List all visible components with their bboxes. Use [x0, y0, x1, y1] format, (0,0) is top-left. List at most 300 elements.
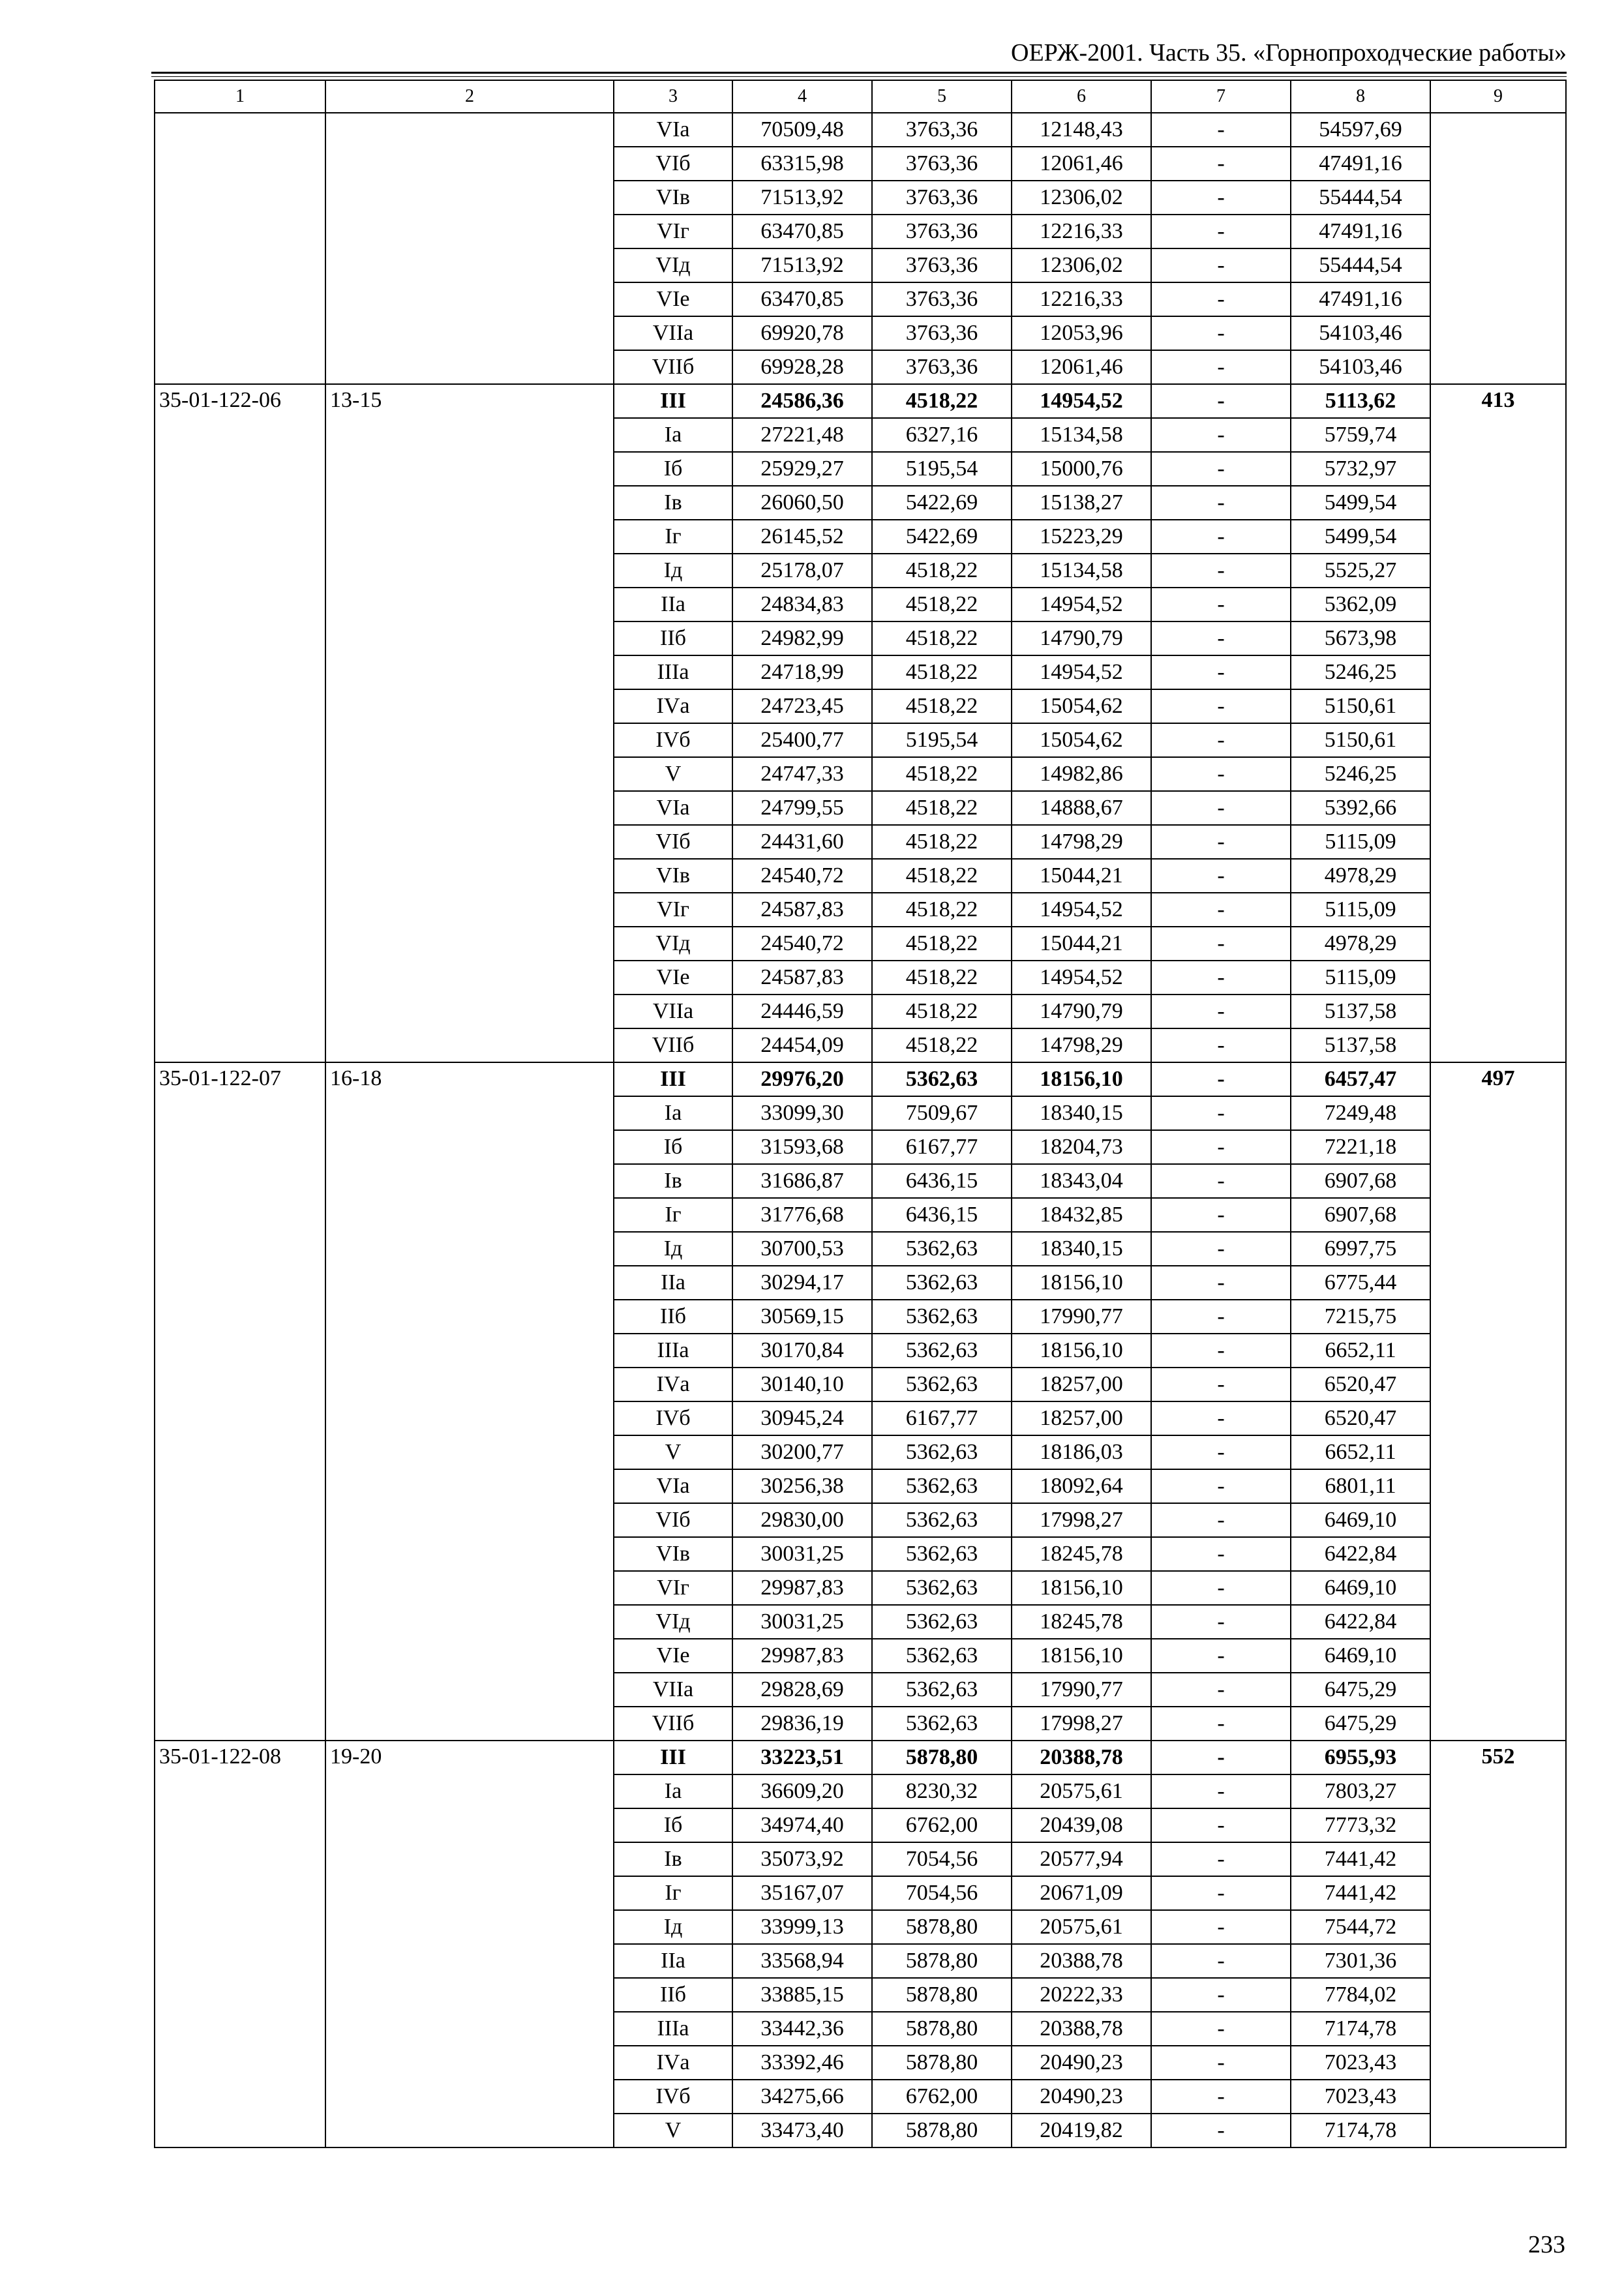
machines-cell: 20490,23: [1012, 2046, 1151, 2080]
wages-cell: 6327,16: [872, 418, 1012, 452]
zone-cell: VIг: [614, 1571, 732, 1605]
table-row: [155, 113, 1566, 147]
zone-cell: IIа: [614, 1944, 732, 1978]
driver-wages-cell: -: [1151, 927, 1291, 961]
driver-wages-cell: -: [1151, 1639, 1291, 1673]
driver-wages-cell: -: [1151, 1198, 1291, 1232]
total-cell: 29836,19: [732, 1707, 872, 1741]
machines-cell: 17990,77: [1012, 1673, 1151, 1707]
machines-cell: 15134,58: [1012, 554, 1151, 588]
range-cell: 13-15: [325, 384, 614, 1062]
materials-cell: 6422,84: [1291, 1605, 1430, 1639]
wages-cell: 5362,63: [872, 1605, 1012, 1639]
total-cell: 63470,85: [732, 282, 872, 316]
total-cell: 33885,15: [732, 1978, 872, 2012]
materials-cell: 6469,10: [1291, 1571, 1430, 1605]
total-cell: 24982,99: [732, 621, 872, 655]
driver-wages-cell: -: [1151, 1368, 1291, 1401]
driver-wages-cell: -: [1151, 1232, 1291, 1266]
driver-wages-cell: -: [1151, 1910, 1291, 1944]
column-number: 7: [1151, 80, 1291, 113]
zone-cell: VIв: [614, 859, 732, 893]
wages-cell: 7054,56: [872, 1842, 1012, 1876]
driver-wages-cell: -: [1151, 1130, 1291, 1164]
total-cell: 24540,72: [732, 859, 872, 893]
wages-cell: 5362,63: [872, 1232, 1012, 1266]
zone-cell: Iв: [614, 1842, 732, 1876]
materials-cell: 7441,42: [1291, 1842, 1430, 1876]
header-rule-thin: [151, 76, 1567, 77]
column-number: 9: [1430, 80, 1566, 113]
materials-cell: 5113,62: [1291, 384, 1430, 418]
zone-cell: VIа: [614, 791, 732, 825]
driver-wages-cell: -: [1151, 1944, 1291, 1978]
wages-cell: 5422,69: [872, 486, 1012, 520]
zone-cell: VIб: [614, 825, 732, 859]
total-cell: 30200,77: [732, 1435, 872, 1469]
machines-cell: 14954,52: [1012, 655, 1151, 689]
zone-cell: VIIб: [614, 350, 732, 384]
total-cell: 71513,92: [732, 248, 872, 282]
total-cell: 30170,84: [732, 1334, 872, 1368]
total-cell: 30294,17: [732, 1266, 872, 1300]
labor-cell: 497: [1430, 1062, 1566, 1741]
machines-cell: 18245,78: [1012, 1605, 1151, 1639]
zone-cell: Iв: [614, 1164, 732, 1198]
total-cell: 29828,69: [732, 1673, 872, 1707]
zone-cell: VIв: [614, 181, 732, 215]
machines-cell: 12053,96: [1012, 316, 1151, 350]
range-cell: 16-18: [325, 1062, 614, 1741]
code-cell: 35-01-122-07: [155, 1062, 325, 1741]
code-cell: [155, 113, 325, 384]
materials-cell: 47491,16: [1291, 282, 1430, 316]
total-cell: 29976,20: [732, 1062, 872, 1096]
column-number: 8: [1291, 80, 1430, 113]
driver-wages-cell: -: [1151, 1673, 1291, 1707]
total-cell: 30945,24: [732, 1401, 872, 1435]
machines-cell: 20575,61: [1012, 1774, 1151, 1808]
driver-wages-cell: -: [1151, 1062, 1291, 1096]
driver-wages-cell: -: [1151, 1741, 1291, 1774]
zone-cell: V: [614, 2114, 732, 2147]
wages-cell: 4518,22: [872, 791, 1012, 825]
wages-cell: 5878,80: [872, 2114, 1012, 2147]
materials-cell: 5362,09: [1291, 588, 1430, 621]
driver-wages-cell: -: [1151, 859, 1291, 893]
total-cell: 24834,83: [732, 588, 872, 621]
wages-cell: 5362,63: [872, 1062, 1012, 1096]
driver-wages-cell: -: [1151, 689, 1291, 723]
machines-cell: 14798,29: [1012, 1028, 1151, 1062]
materials-cell: 5499,54: [1291, 486, 1430, 520]
total-cell: 24540,72: [732, 927, 872, 961]
zone-cell: Iд: [614, 1910, 732, 1944]
materials-cell: 6469,10: [1291, 1503, 1430, 1537]
machines-cell: 18340,15: [1012, 1232, 1151, 1266]
total-cell: 71513,92: [732, 181, 872, 215]
materials-cell: 54103,46: [1291, 316, 1430, 350]
wages-cell: 6167,77: [872, 1130, 1012, 1164]
zone-cell: VIIа: [614, 1673, 732, 1707]
range-cell: [325, 113, 614, 384]
column-number: 2: [325, 80, 614, 113]
machines-cell: 15138,27: [1012, 486, 1151, 520]
driver-wages-cell: -: [1151, 554, 1291, 588]
zone-cell: IIб: [614, 1978, 732, 2012]
driver-wages-cell: -: [1151, 1876, 1291, 1910]
total-cell: 24431,60: [732, 825, 872, 859]
zone-cell: Iа: [614, 1774, 732, 1808]
machines-cell: 15054,62: [1012, 689, 1151, 723]
machines-cell: 18156,10: [1012, 1062, 1151, 1096]
materials-cell: 5137,58: [1291, 995, 1430, 1028]
wages-cell: 3763,36: [872, 248, 1012, 282]
total-cell: 29830,00: [732, 1503, 872, 1537]
wages-cell: 5878,80: [872, 1944, 1012, 1978]
zone-cell: Iб: [614, 1808, 732, 1842]
zone-cell: VIе: [614, 1639, 732, 1673]
zone-cell: Iг: [614, 1876, 732, 1910]
machines-cell: 18432,85: [1012, 1198, 1151, 1232]
machines-cell: 18156,10: [1012, 1334, 1151, 1368]
driver-wages-cell: -: [1151, 1469, 1291, 1503]
materials-cell: 6997,75: [1291, 1232, 1430, 1266]
driver-wages-cell: -: [1151, 1401, 1291, 1435]
total-cell: 25178,07: [732, 554, 872, 588]
wages-cell: 3763,36: [872, 350, 1012, 384]
materials-cell: 7441,42: [1291, 1876, 1430, 1910]
total-cell: 33473,40: [732, 2114, 872, 2147]
materials-cell: 6422,84: [1291, 1537, 1430, 1571]
machines-cell: 14982,86: [1012, 757, 1151, 791]
machines-cell: 15000,76: [1012, 452, 1151, 486]
zone-cell: III: [614, 1741, 732, 1774]
wages-cell: 7509,67: [872, 1096, 1012, 1130]
materials-cell: 4978,29: [1291, 859, 1430, 893]
materials-cell: 5759,74: [1291, 418, 1430, 452]
column-number: 5: [872, 80, 1012, 113]
zone-cell: Iб: [614, 452, 732, 486]
total-cell: 33442,36: [732, 2012, 872, 2046]
driver-wages-cell: -: [1151, 791, 1291, 825]
total-cell: 24718,99: [732, 655, 872, 689]
total-cell: 29987,83: [732, 1571, 872, 1605]
driver-wages-cell: -: [1151, 1537, 1291, 1571]
driver-wages-cell: -: [1151, 520, 1291, 554]
machines-cell: 15054,62: [1012, 723, 1151, 757]
zone-cell: V: [614, 1435, 732, 1469]
zone-cell: VIIб: [614, 1707, 732, 1741]
wages-cell: 6762,00: [872, 2080, 1012, 2114]
wages-cell: 4518,22: [872, 825, 1012, 859]
wages-cell: 5362,63: [872, 1673, 1012, 1707]
driver-wages-cell: -: [1151, 2080, 1291, 2114]
machines-cell: 14790,79: [1012, 621, 1151, 655]
wages-cell: 5362,63: [872, 1639, 1012, 1673]
total-cell: 69928,28: [732, 350, 872, 384]
zone-cell: IIIа: [614, 2012, 732, 2046]
materials-cell: 7784,02: [1291, 1978, 1430, 2012]
wages-cell: 4518,22: [872, 757, 1012, 791]
driver-wages-cell: -: [1151, 2046, 1291, 2080]
labor-cell: 413: [1430, 384, 1566, 1062]
materials-cell: 5115,09: [1291, 825, 1430, 859]
machines-cell: 14790,79: [1012, 995, 1151, 1028]
materials-cell: 6955,93: [1291, 1741, 1430, 1774]
materials-cell: 5732,97: [1291, 452, 1430, 486]
total-cell: 33099,30: [732, 1096, 872, 1130]
materials-cell: 6907,68: [1291, 1198, 1430, 1232]
zone-cell: Iг: [614, 1198, 732, 1232]
machines-cell: 18092,64: [1012, 1469, 1151, 1503]
driver-wages-cell: -: [1151, 248, 1291, 282]
materials-cell: 5392,66: [1291, 791, 1430, 825]
labor-cell: 552: [1430, 1741, 1566, 2147]
page-number: 233: [1528, 2231, 1565, 2258]
materials-cell: 5150,61: [1291, 723, 1430, 757]
machines-cell: 20419,82: [1012, 2114, 1151, 2147]
machines-cell: 20388,78: [1012, 1944, 1151, 1978]
machines-cell: 14954,52: [1012, 588, 1151, 621]
machines-cell: 15134,58: [1012, 418, 1151, 452]
machines-cell: 18186,03: [1012, 1435, 1151, 1469]
wages-cell: 4518,22: [872, 621, 1012, 655]
machines-cell: 12061,46: [1012, 147, 1151, 181]
materials-cell: 7215,75: [1291, 1300, 1430, 1334]
total-cell: 30569,15: [732, 1300, 872, 1334]
machines-cell: 17990,77: [1012, 1300, 1151, 1334]
total-cell: 63315,98: [732, 147, 872, 181]
driver-wages-cell: -: [1151, 1774, 1291, 1808]
machines-cell: 18257,00: [1012, 1368, 1151, 1401]
machines-cell: 12306,02: [1012, 248, 1151, 282]
materials-cell: 54597,69: [1291, 113, 1430, 147]
total-cell: 63470,85: [732, 215, 872, 248]
wages-cell: 3763,36: [872, 282, 1012, 316]
machines-cell: 17998,27: [1012, 1707, 1151, 1741]
driver-wages-cell: -: [1151, 1028, 1291, 1062]
price-table: [154, 80, 1567, 2148]
range-cell: 19-20: [325, 1741, 614, 2147]
total-cell: 25400,77: [732, 723, 872, 757]
zone-cell: IIб: [614, 621, 732, 655]
wages-cell: 5362,63: [872, 1707, 1012, 1741]
machines-cell: 12306,02: [1012, 181, 1151, 215]
total-cell: 24587,83: [732, 893, 872, 927]
machines-cell: 20575,61: [1012, 1910, 1151, 1944]
wages-cell: 6436,15: [872, 1164, 1012, 1198]
zone-cell: IIIа: [614, 1334, 732, 1368]
wages-cell: 4518,22: [872, 995, 1012, 1028]
materials-cell: 5499,54: [1291, 520, 1430, 554]
zone-cell: IVб: [614, 1401, 732, 1435]
driver-wages-cell: -: [1151, 1266, 1291, 1300]
materials-cell: 6801,11: [1291, 1469, 1430, 1503]
wages-cell: 8230,32: [872, 1774, 1012, 1808]
zone-cell: Iд: [614, 554, 732, 588]
wages-cell: 3763,36: [872, 316, 1012, 350]
machines-cell: 20222,33: [1012, 1978, 1151, 2012]
materials-cell: 5673,98: [1291, 621, 1430, 655]
total-cell: 35167,07: [732, 1876, 872, 1910]
zone-cell: VIа: [614, 113, 732, 147]
labor-cell: [1430, 113, 1566, 384]
zone-cell: Iв: [614, 486, 732, 520]
total-cell: 34974,40: [732, 1808, 872, 1842]
wages-cell: 5362,63: [872, 1300, 1012, 1334]
wages-cell: 5422,69: [872, 520, 1012, 554]
zone-cell: VIг: [614, 215, 732, 248]
machines-cell: 20671,09: [1012, 1876, 1151, 1910]
machines-cell: 18204,73: [1012, 1130, 1151, 1164]
zone-cell: VIд: [614, 248, 732, 282]
driver-wages-cell: -: [1151, 723, 1291, 757]
machines-cell: 14798,29: [1012, 825, 1151, 859]
column-number-row: [155, 80, 1566, 113]
driver-wages-cell: -: [1151, 825, 1291, 859]
total-cell: 33223,51: [732, 1741, 872, 1774]
wages-cell: 5362,63: [872, 1435, 1012, 1469]
total-cell: 24587,83: [732, 961, 872, 995]
machines-cell: 18156,10: [1012, 1571, 1151, 1605]
machines-cell: 14954,52: [1012, 893, 1151, 927]
materials-cell: 7023,43: [1291, 2046, 1430, 2080]
materials-cell: 55444,54: [1291, 181, 1430, 215]
total-cell: 24723,45: [732, 689, 872, 723]
driver-wages-cell: -: [1151, 961, 1291, 995]
total-cell: 30256,38: [732, 1469, 872, 1503]
driver-wages-cell: -: [1151, 1605, 1291, 1639]
total-cell: 33568,94: [732, 1944, 872, 1978]
wages-cell: 3763,36: [872, 113, 1012, 147]
driver-wages-cell: -: [1151, 215, 1291, 248]
wages-cell: 5878,80: [872, 1910, 1012, 1944]
zone-cell: Iа: [614, 418, 732, 452]
zone-cell: IIб: [614, 1300, 732, 1334]
total-cell: 69920,78: [732, 316, 872, 350]
materials-cell: 7221,18: [1291, 1130, 1430, 1164]
zone-cell: VIд: [614, 1605, 732, 1639]
machines-cell: 18340,15: [1012, 1096, 1151, 1130]
wages-cell: 5362,63: [872, 1266, 1012, 1300]
table-row: [155, 384, 1566, 418]
table-body: [155, 80, 1566, 2147]
zone-cell: VIв: [614, 1537, 732, 1571]
zone-cell: III: [614, 1062, 732, 1096]
wages-cell: 4518,22: [872, 927, 1012, 961]
driver-wages-cell: -: [1151, 1503, 1291, 1537]
driver-wages-cell: -: [1151, 147, 1291, 181]
machines-cell: 18245,78: [1012, 1537, 1151, 1571]
total-cell: 33999,13: [732, 1910, 872, 1944]
zone-cell: IVа: [614, 2046, 732, 2080]
zone-cell: IVа: [614, 689, 732, 723]
materials-cell: 5115,09: [1291, 893, 1430, 927]
driver-wages-cell: -: [1151, 350, 1291, 384]
wages-cell: 4518,22: [872, 554, 1012, 588]
wages-cell: 4518,22: [872, 588, 1012, 621]
materials-cell: 6520,47: [1291, 1368, 1430, 1401]
total-cell: 31686,87: [732, 1164, 872, 1198]
materials-cell: 6469,10: [1291, 1639, 1430, 1673]
running-header: ОЕРЖ-2001. Часть 35. «Горнопроходческие работы»: [1011, 39, 1567, 67]
driver-wages-cell: -: [1151, 418, 1291, 452]
zone-cell: Iа: [614, 1096, 732, 1130]
materials-cell: 6520,47: [1291, 1401, 1430, 1435]
machines-cell: 14954,52: [1012, 961, 1151, 995]
driver-wages-cell: -: [1151, 1435, 1291, 1469]
zone-cell: IIа: [614, 588, 732, 621]
materials-cell: 7803,27: [1291, 1774, 1430, 1808]
wages-cell: 5878,80: [872, 2046, 1012, 2080]
zone-cell: V: [614, 757, 732, 791]
column-number: 4: [732, 80, 872, 113]
wages-cell: 3763,36: [872, 147, 1012, 181]
zone-cell: IIIа: [614, 655, 732, 689]
zone-cell: VIб: [614, 147, 732, 181]
total-cell: 24586,36: [732, 384, 872, 418]
machines-cell: 20388,78: [1012, 1741, 1151, 1774]
machines-cell: 12216,33: [1012, 282, 1151, 316]
materials-cell: 7544,72: [1291, 1910, 1430, 1944]
driver-wages-cell: -: [1151, 181, 1291, 215]
machines-cell: 18156,10: [1012, 1639, 1151, 1673]
driver-wages-cell: -: [1151, 2012, 1291, 2046]
total-cell: 26060,50: [732, 486, 872, 520]
zone-cell: IVб: [614, 723, 732, 757]
driver-wages-cell: -: [1151, 1808, 1291, 1842]
materials-cell: 5115,09: [1291, 961, 1430, 995]
materials-cell: 47491,16: [1291, 215, 1430, 248]
materials-cell: 5525,27: [1291, 554, 1430, 588]
total-cell: 27221,48: [732, 418, 872, 452]
machines-cell: 20490,23: [1012, 2080, 1151, 2114]
driver-wages-cell: -: [1151, 1164, 1291, 1198]
wages-cell: 5195,54: [872, 452, 1012, 486]
zone-cell: VIIб: [614, 1028, 732, 1062]
driver-wages-cell: -: [1151, 621, 1291, 655]
driver-wages-cell: -: [1151, 113, 1291, 147]
wages-cell: 5362,63: [872, 1368, 1012, 1401]
total-cell: 31776,68: [732, 1198, 872, 1232]
wages-cell: 4518,22: [872, 689, 1012, 723]
driver-wages-cell: -: [1151, 452, 1291, 486]
driver-wages-cell: -: [1151, 893, 1291, 927]
total-cell: 30031,25: [732, 1537, 872, 1571]
total-cell: 35073,92: [732, 1842, 872, 1876]
machines-cell: 14888,67: [1012, 791, 1151, 825]
column-number: 3: [614, 80, 732, 113]
total-cell: 33392,46: [732, 2046, 872, 2080]
total-cell: 34275,66: [732, 2080, 872, 2114]
header-rule: [151, 72, 1567, 74]
zone-cell: IVб: [614, 2080, 732, 2114]
materials-cell: 5137,58: [1291, 1028, 1430, 1062]
total-cell: 24747,33: [732, 757, 872, 791]
total-cell: 25929,27: [732, 452, 872, 486]
zone-cell: VIе: [614, 282, 732, 316]
wages-cell: 6762,00: [872, 1808, 1012, 1842]
wages-cell: 3763,36: [872, 215, 1012, 248]
total-cell: 24799,55: [732, 791, 872, 825]
total-cell: 24454,09: [732, 1028, 872, 1062]
materials-cell: 7174,78: [1291, 2012, 1430, 2046]
materials-cell: 6475,29: [1291, 1673, 1430, 1707]
code-cell: 35-01-122-08: [155, 1741, 325, 2147]
machines-cell: 20439,08: [1012, 1808, 1151, 1842]
column-number: 1: [155, 80, 325, 113]
